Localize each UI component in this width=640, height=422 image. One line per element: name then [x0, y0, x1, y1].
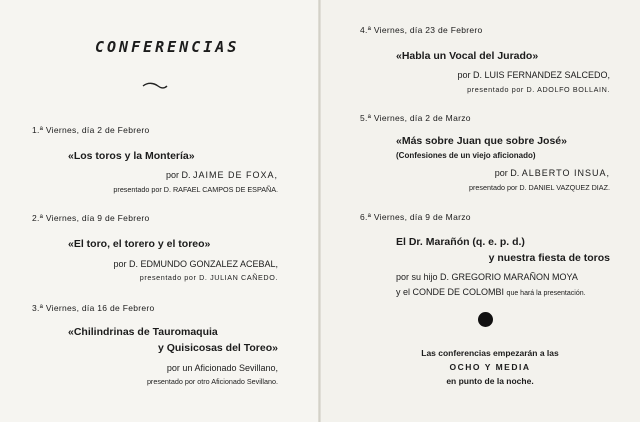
conference-6-date: 6.ª Viernes, día 9 de Marzo [360, 212, 471, 222]
decorative-dot [478, 312, 493, 327]
footer-note-line-1: Las conferencias empezarán a las [421, 348, 559, 358]
conference-4-date: 4.ª Viernes, día 23 de Febrero [360, 25, 483, 35]
conference-2-date: 2.ª Viernes, día 9 de Febrero [32, 213, 150, 223]
conference-3-presenter: presentado por otro Aficionado Sevillano. [146, 377, 278, 386]
conference-6-speaker-line-1: por su hijo D. GREGORIO MARAÑON MOYA [396, 272, 578, 282]
right-page [320, 0, 640, 422]
conference-1-presenter: presentado por D. RAFAEL CAMPOS DE ESPAÑA. [113, 185, 278, 194]
conference-6-speaker-line-2: y el CONDE DE COLOMBI que hará la presentación. [396, 287, 586, 297]
conference-5-subtitle: (Confesiones de un viejo aficionado) [396, 151, 536, 160]
conference-4-speaker: por D. LUIS FERNANDEZ SALCEDO, [457, 70, 610, 80]
conference-5-title: «Más sobre Juan que sobre José» [396, 135, 567, 147]
conference-1-speaker: por D. JAIME DE FOXA, [165, 170, 278, 180]
conference-1-date: 1.ª Viernes, día 2 de Febrero [32, 125, 150, 135]
conference-2-speaker: por D. EDMUNDO GONZALEZ ACEBAL, [113, 259, 278, 269]
conference-3-title-line-2: y Quisicosas del Toreo» [157, 342, 278, 354]
conference-5-date: 5.ª Viernes, día 2 de Marzo [360, 113, 471, 123]
conference-3-speaker: por un Aficionado Sevillano, [166, 363, 278, 373]
conference-3-title-line-1: «Chilindrinas de Tauromaquia [68, 326, 218, 338]
conference-2-title: «El toro, el torero y el toreo» [68, 238, 211, 250]
conference-4-title: «Habla un Vocal del Jurado» [396, 50, 539, 62]
conference-5-speaker: por D. ALBERTO INSUA, [494, 168, 610, 178]
footer-note-line-3: en punto de la noche. [446, 376, 534, 386]
conference-5-presenter: presentado por D. DANIEL VAZQUEZ DIAZ. [468, 183, 610, 192]
decorative-flourish [142, 80, 168, 90]
conference-1-title: «Los toros y la Montería» [68, 150, 195, 162]
conference-6-title-line-1: El Dr. Marañón (q. e. p. d.) [396, 236, 525, 248]
page-fold [318, 0, 321, 422]
conference-4-presenter: presentado por D. ADOLFO BOLLAIN. [467, 85, 610, 94]
conference-3-date: 3.ª Viernes, día 16 de Febrero [32, 303, 155, 313]
page-title: CONFERENCIAS [95, 38, 240, 56]
conference-6-title-line-2: y nuestra fiesta de toros [488, 252, 610, 264]
footer-note-line-2: OCHO Y MEDIA [449, 362, 531, 372]
conference-2-presenter: presentado por D. JULIAN CAÑEDO. [139, 273, 278, 282]
